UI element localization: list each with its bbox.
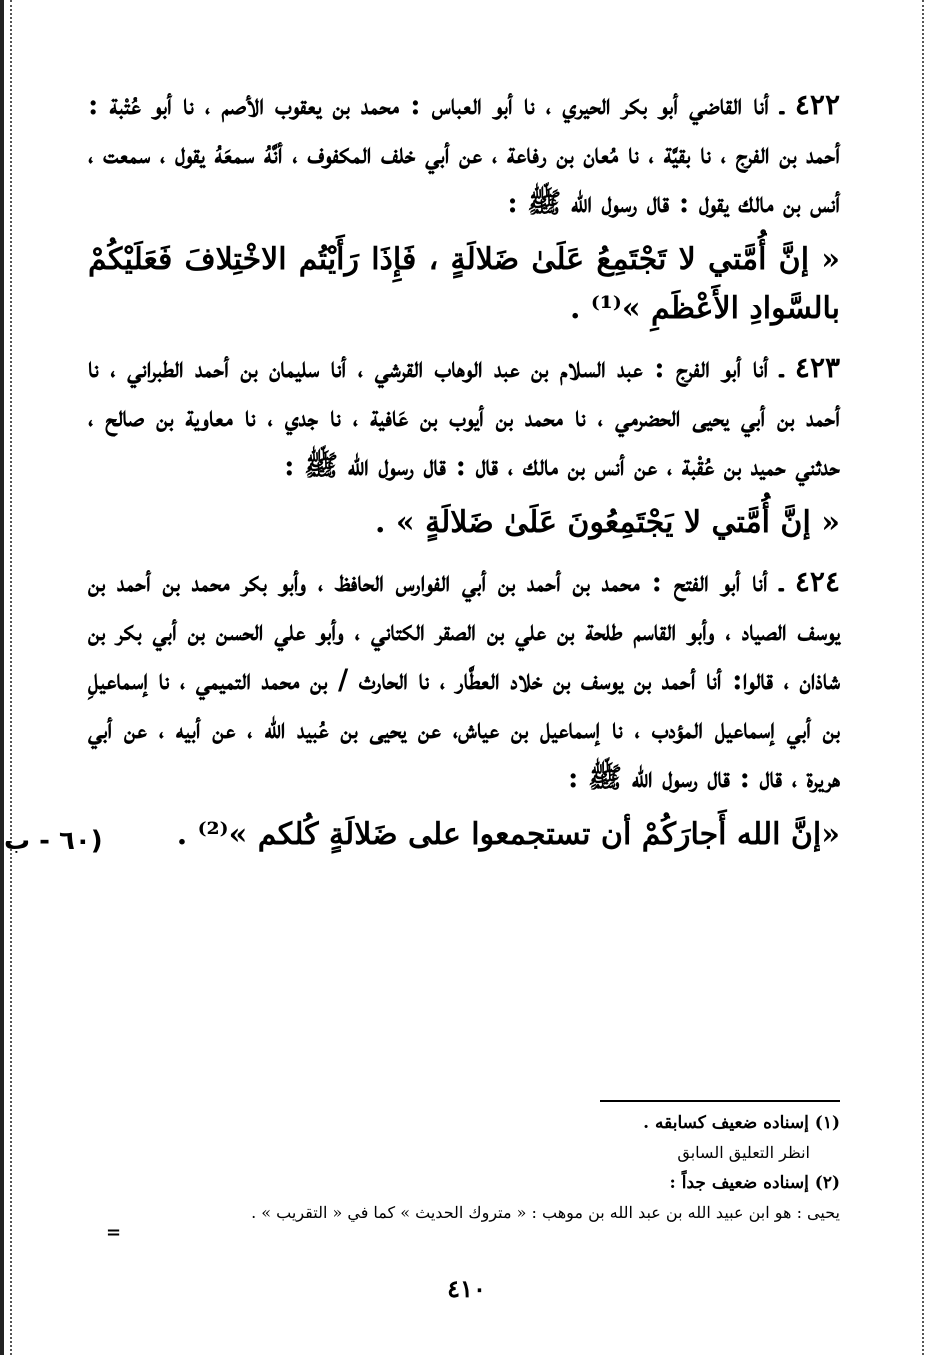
entry-number: ٤٢٢ ـ xyxy=(780,88,841,121)
continuation-mark: = xyxy=(106,1222,122,1243)
footnote-1-note: انظر التعليق السابق xyxy=(677,1143,810,1162)
hadith-quote: « إنَّ أُمَّتي لا يَجْتَمِعُونَ عَلَىٰ ضَلالَةٍ » . xyxy=(375,505,840,540)
footnote-divider xyxy=(600,1100,840,1102)
manuscript-folio-note: (٦٠ - ب xyxy=(4,826,103,856)
footnotes xyxy=(100,1108,840,1228)
hadith-quote: «إنَّ الله أَجارَكُمْ أن تستجمعوا على ضَلالَةٍ كُلكم »⁽²⁾ . xyxy=(176,817,840,852)
entry-423 xyxy=(88,343,840,490)
entry-number: ٤٢٣ ـ xyxy=(779,351,841,384)
left-dotted-border xyxy=(10,0,12,1355)
entry-422 xyxy=(88,80,840,227)
footnote-2-text: يحيى : هو ابن عبيد الله بن عبد الله بن موهب : « متروك الحديث » كما في « التقريب » . xyxy=(251,1203,840,1222)
entry-text: أنا القاضي أبو بكر الحيري ، نا أبو العباس : محمد بن يعقوب الأصم ، نا أبو عُتْبة : أحمد بن الفرج ، نا بقيَّة ، نا مُعان بن رفاعة ، عن أبي خلف المكفوف ، أنَّهُ سمعَهُ يقول ، سمعت ، أنس بن مالك يقول : قال رسول الله ﷺ : xyxy=(88,88,840,219)
footnote-2: (٢) إسناده ضعيف جداً : xyxy=(669,1173,840,1193)
page-number: ٤١٠ xyxy=(447,1274,486,1303)
entry-text: أنا أبو الفتح : محمد بن أحمد بن أبي الفوارس الحافظ ، وأبو بكر محمد بن أحمد بن يوسف الصياد ، وأبو القاسم طلحة بن علي بن الصقر الكتاني ، وأبو علي الحسن بن أبي بكر بن شاذان ، قالوا: أنا أحمد بن يوسف بن خلاد العطَّار ، نا الحارث / بن محمد التميمي ، نا إسماعيلِ بن أبي إسماعيل المؤدب ، نا إسماعيل بن عياش، عن يحيى بن عُبيد الله ، عن أبيه ، عن أبي هريرة ، قال : قال رسول الله ﷺ : xyxy=(88,565,840,794)
hadith-quote: « إنَّ أُمَّتي لا تَجْتَمِعُ عَلَىٰ ضَلالَةٍ ، فَإِذَا رَأَيْتُم الاخْتِلافَ فَعَلَيْكُمْ بالسَّوادِ الأَعْظَمِ »⁽¹⁾ . xyxy=(88,242,840,326)
entry-number: ٤٢٤ ـ xyxy=(779,565,841,598)
scan-edge xyxy=(0,0,4,1355)
entry-text: أنا أبو الفرج : عبد السلام بن عبد الوهاب القرشي ، أنا سليمان بن أحمد الطبراني ، نا أحمد بن أبي يحيى الحضرمي ، نا محمد بن أيوب بن عَافية ، نا جدي ، نا معاوية بن صالح ، حدثني حميد بن عُقْبة ، عن أنس بن مالك ، قال : قال رسول الله ﷺ : xyxy=(88,351,840,482)
entry-424 xyxy=(88,557,840,802)
main-text xyxy=(88,80,840,869)
right-dotted-border xyxy=(922,0,924,1355)
footnote-1: (١) إسناده ضعيف كسابقه . xyxy=(643,1113,840,1133)
